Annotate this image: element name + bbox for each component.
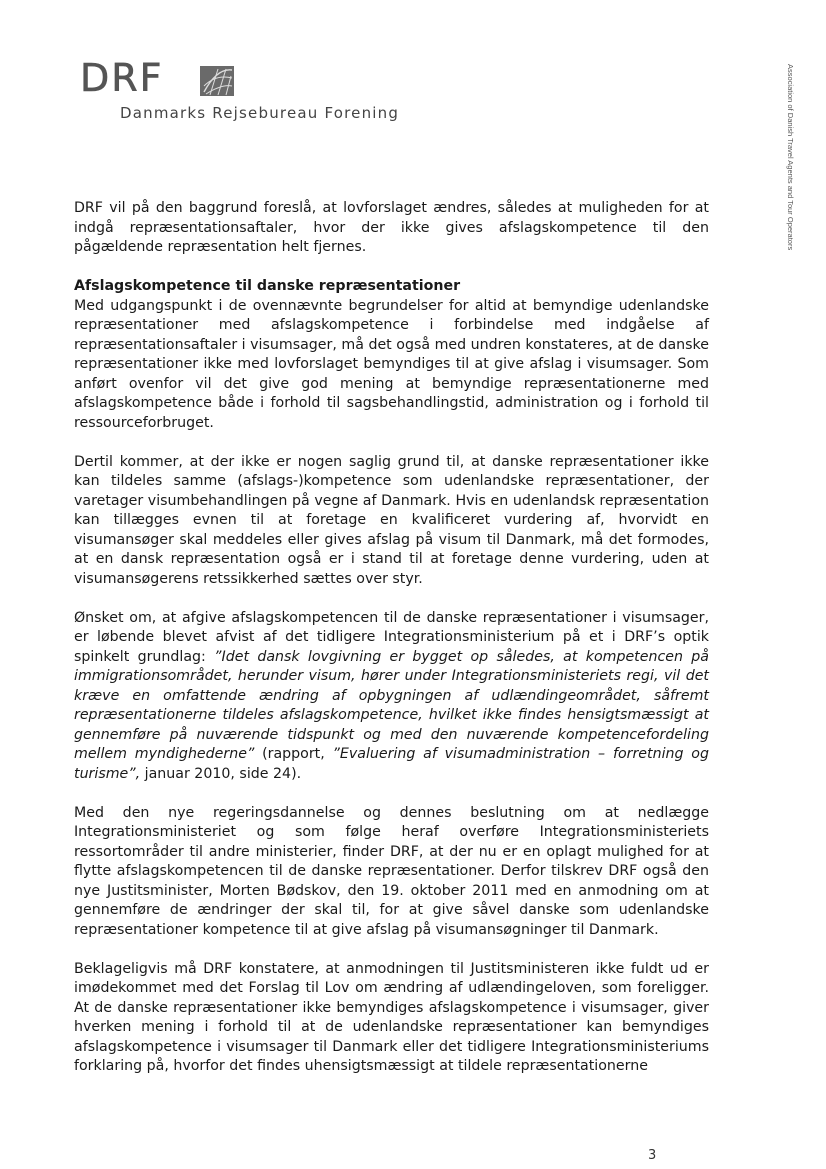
side-note: Association of Danish Travel Agents and Tour Operators	[786, 64, 795, 251]
paragraph-4-start: Ønsket om, at afgive afslagskompetencen til de danske repræsentationer i visumsager, er løbende blevet afvist af det tidligere Integrationsministerium på et i DRF’s optik spinkelt grundlag:	[74, 609, 709, 665]
logo-letters: DRF	[80, 56, 164, 100]
section-2	[74, 277, 709, 433]
document-body	[74, 199, 709, 1096]
paragraph-4-report: ”Evaluering af visumadministration – forretning og turisme”,	[74, 746, 709, 782]
paragraph-4-mid: (rapport,	[254, 746, 333, 762]
logo-subtitle: Danmarks Rejsebureau Forening	[120, 104, 400, 122]
globe-grid-icon	[200, 66, 234, 96]
drf-logo	[80, 56, 440, 130]
section-heading: Afslagskompetence til danske repræsentationer	[74, 278, 461, 294]
paragraph-4-quote: ”Idet dansk lovgivning er bygget op således, at kompetencen på immigrationsområdet, herunder visum, hører under Integrationsministeriets regi, vil det kræve en omfattende ændring af opbygningen af udlændingeområdet, såfremt repræsentationerne tildeles afslagskompetence, hvilket ikke findes hensigtsmæssigt at gennemføre på nuværende tidspunkt og med den nuværende kompetencefordeling mellem myndighederne”	[74, 648, 710, 762]
paragraph-4-end: januar 2010, side 24).	[140, 765, 302, 782]
paragraph-2: Med udgangspunkt i de ovennævnte begrundelser for altid at bemyndige udenlandske repræsentationer med afslagskompetence i forbindelse med indgåelse af repræsentationsaftaler i visumsager, må det også med undren konstateres, at de danske repræsentationer ikke med lovforslaget bemyndiges til at give afslag i visumsager. Som anført ovenfor vil det give god mening at bemyndige repræsentationerne med afslagskompetence både i forhold til sagsbehandlingstid, administration og i forhold til ressourceforbruget.	[74, 297, 709, 431]
paragraph-1: DRF vil på den baggrund foreslå, at lovforslaget ændres, således at muligheden for at indgå repræsentationsaftaler, hvor der ikke gives afslagskompetence til den pågældende repræsentation helt fjernes.	[74, 200, 709, 255]
paragraph-6: Beklageligvis må DRF konstatere, at anmodningen til Justitsministeren ikke fuldt ud er imødekommet med det Forslag til Lov om ændring af udlændingeloven, som foreligger. At de danske repræsentationer ikke bemyndiges afslagskompetence i visumsager, giver hverken mening i forhold til at de udenlandske repræsentationer kan bemyndiges afslagskompetence i visumsager til Danmark eller det tidligere Integrationsministeriums forklaring på, hvorfor det findes uhensigtsmæssigt at tildele repræsentationerne	[74, 960, 709, 1074]
paragraph-5: Med den nye regeringsdannelse og dennes beslutning om at nedlægge Integrationsministeriet og som følge heraf overføre Integrationsministeriets ressortområder til andre ministerier, finder DRF, at der nu er en oplagt mulighed for at flytte afslagskompetencen til de danske repræsentationer. Derfor tilskrev DRF også den nye Justitsminister, Morten Bødskov, den 19. oktober 2011 med en anmodning om at gennemføre de ændringer der skal til, for at give såvel danske som udenlandske repræsentationer kompetence til at give afslag på visumansøgninger til Danmark.	[74, 804, 709, 938]
page-number: 3	[648, 1148, 657, 1163]
paragraph-3: Dertil kommer, at der ikke er nogen saglig grund til, at danske repræsentationer ikke kan tildeles samme (afslags-)kompetence som udenlandske repræsentationer, der varetager visumbehandlingen på vegne af Danmark. Hvis en udenlandsk repræsentation kan tillægges evnen til at foretage en kvalificeret vurdering af, hvorvidt en visumansøger skal meddeles eller gives afslag på visum til Danmark, må det formodes, at en dansk repræsentation også er i stand til at foretage denne vurdering, uden at visumansøgerens retssikkerhed sættes over styr.	[74, 453, 709, 587]
paragraph-4	[74, 609, 709, 785]
